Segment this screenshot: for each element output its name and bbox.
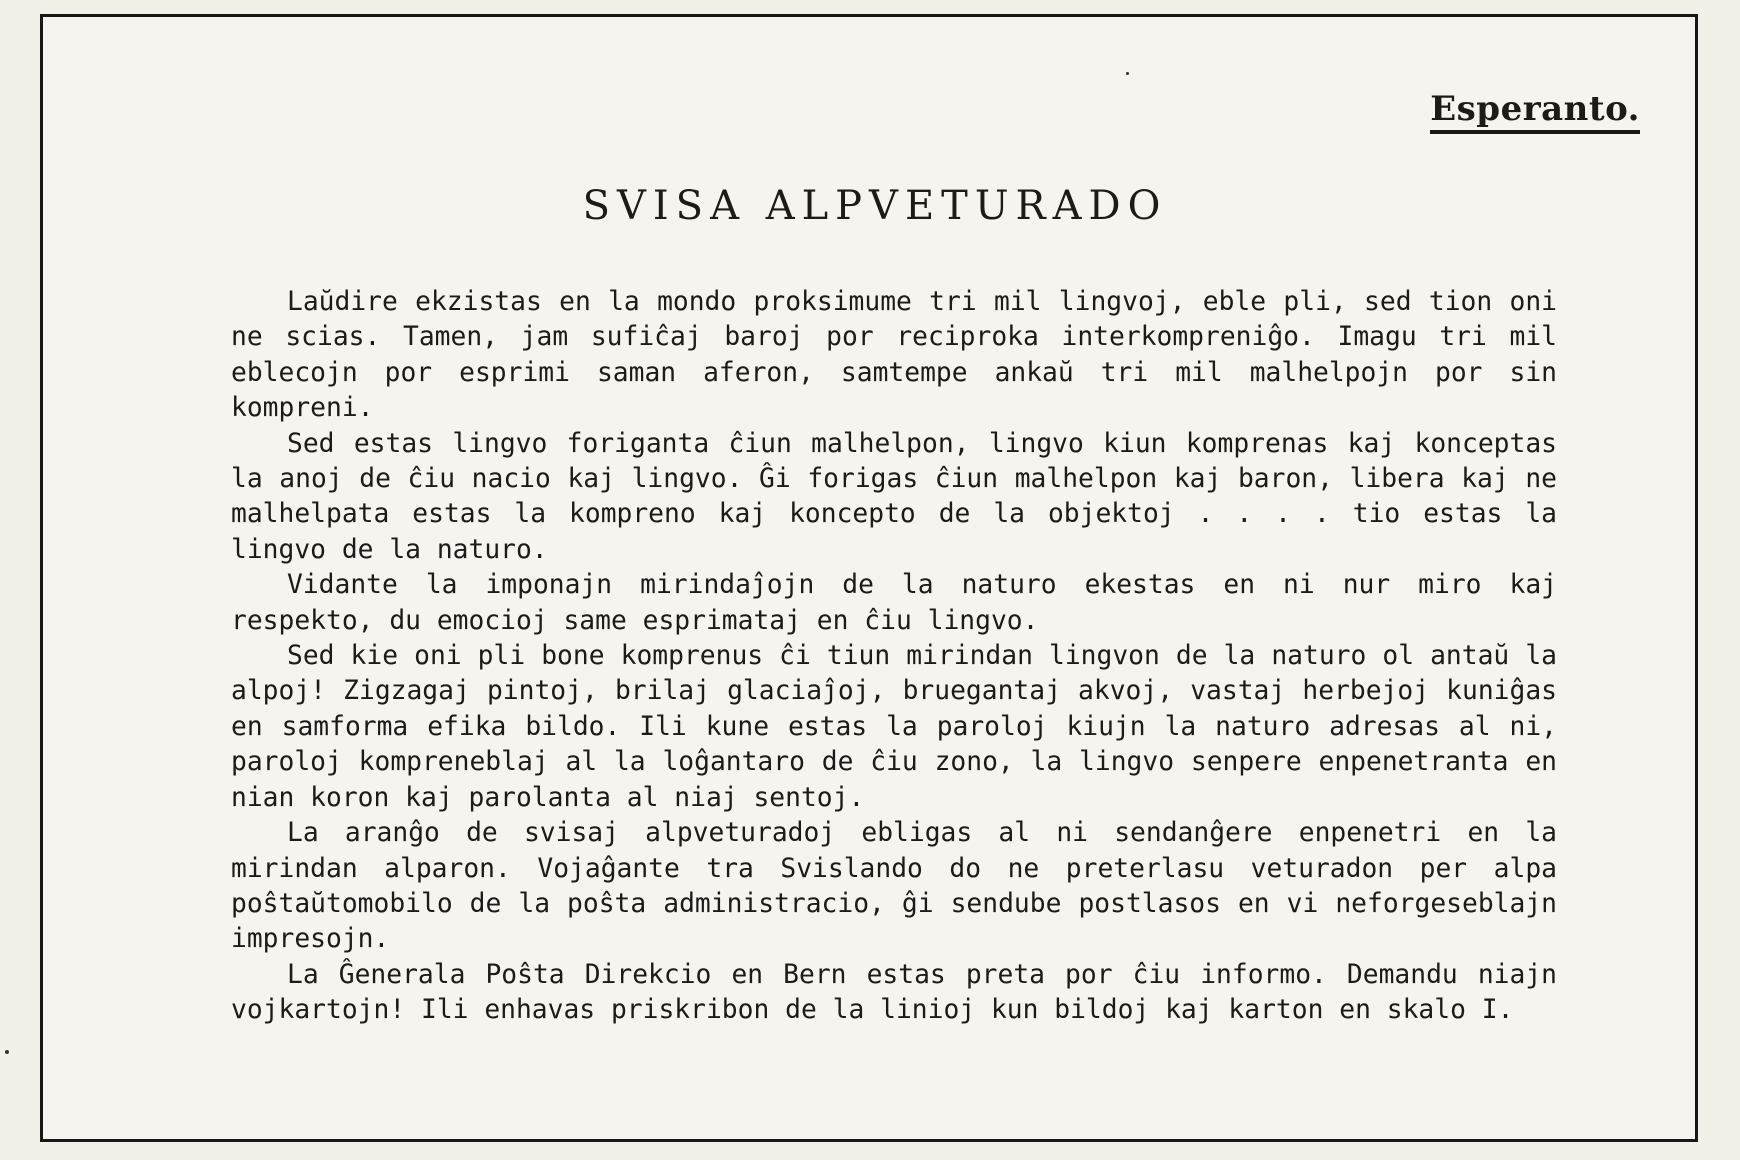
document-frame (40, 14, 1698, 1142)
paragraph: Sed kie oni pli bone komprenus ĉi tiun mirindan lingvon de la naturo ol antaŭ la alpoj! Zigzagaj pintoj, brilaj glaciaĵoj, bruegantaj akvoj, vastaj herbejoj kuniĝas en samforma efika bildo. Ili kune estas la paroloj kiujn la naturo adresas al ni, paroloj kompreneblaj al la loĝantaro de ĉiu zono, la lingvo senpere enpenetranta en nian koron kaj parolanta al niaj sentoj. (231, 641, 1557, 813)
paragraph: Laŭdire ekzistas en la mondo proksimume tri mil lingvoj, eble pli, sed tion oni ne scias. Tamen, jam sufiĉaj baroj por reciproka interkompreniĝo. Imagu tri mil eblecojn por esprimi saman aferon, samtempe ankaŭ tri mil malhelpojn por sin kompreni. (231, 287, 1557, 424)
page-title: SVISA ALPVETURADO (582, 183, 1168, 229)
paragraph: La Ĝenerala Poŝta Direkcio en Bern estas preta por ĉiu informo. Demandu niajn vojkartojn! Ili enhavas priskribon de la linioj kun bildoj kaj karton en skalo I. (231, 959, 1557, 1026)
print-speck (5, 1050, 9, 1054)
language-label: Esperanto. (1430, 90, 1640, 134)
paragraph: La aranĝo de svisaj alpveturadoj ebligas al ni sendanĝere enpenetri en la mirindan alparon. Vojaĝante tra Svislando do ne preterlasu veturadon per alpa poŝtaŭtomobilo de la poŝta administracio, ĝi sendube postlasos en vi neforgeseblajn impresojn. (231, 818, 1557, 955)
paragraph: Vidante la imponajn mirindaĵojn de la naturo ekestas en ni nur miro kaj respekto, du emocioj same esprimataj en ĉiu lingvo. (231, 570, 1557, 636)
paragraph: Sed estas lingvo foriganta ĉiun malhelpon, lingvo kiun komprenas kaj konceptas la anoj de ĉiu nacio kaj lingvo. Ĝi forigas ĉiun malhelpon kaj baron, libera kaj ne malhelpata estas la kompreno kaj koncepto de la objektoj . . . . tio estas la lingvo de la naturo. (231, 428, 1557, 565)
article-body (231, 285, 1557, 1029)
print-speck (1126, 72, 1129, 75)
